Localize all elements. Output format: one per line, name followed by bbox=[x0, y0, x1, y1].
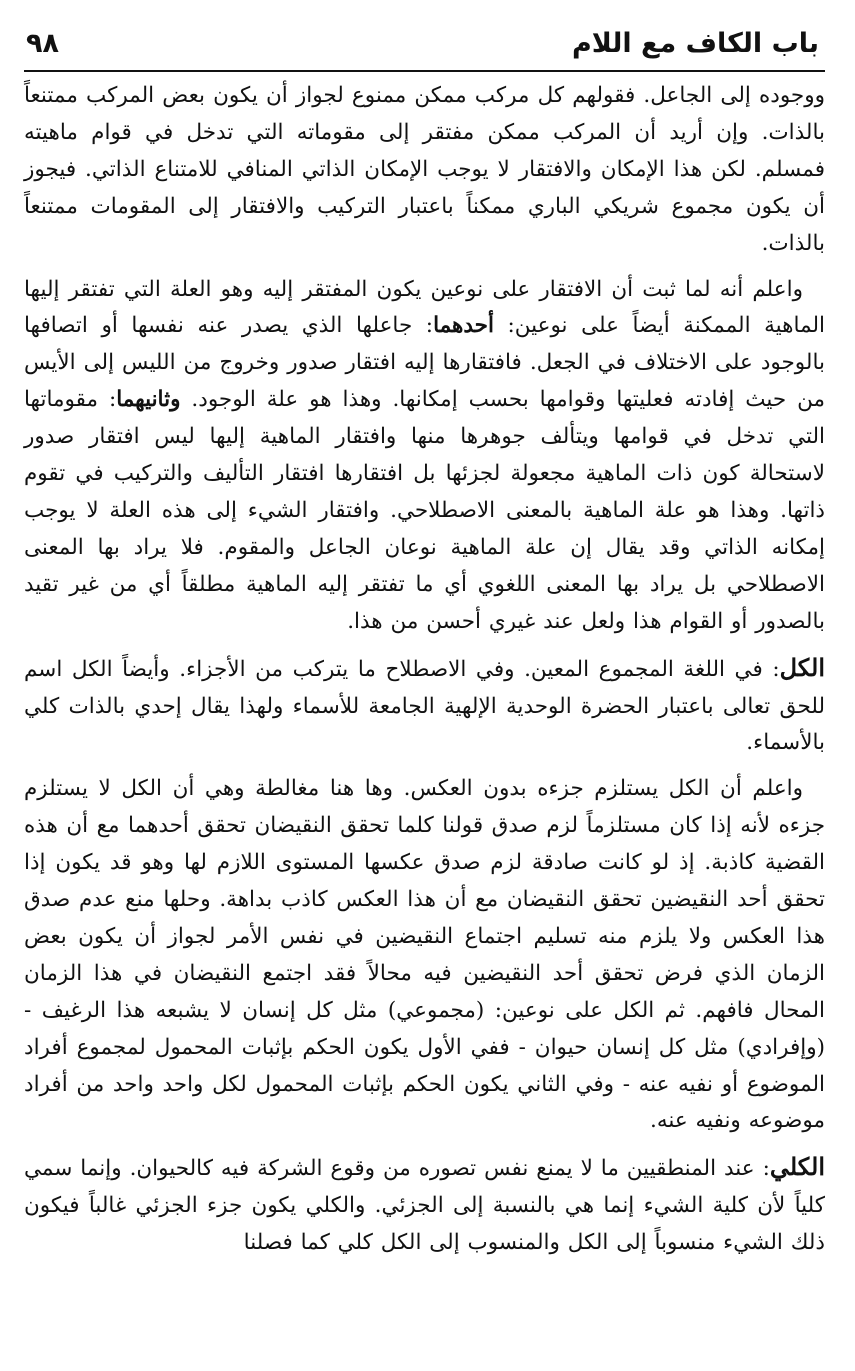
entry-kulli-definition: : عند المنطقيين ما لا يمنع نفس تصوره من وقوع الشركة فيه كالحيوان. وإنما سمي كلياً لأن كلية الشيء إنما هي بالنسبة إلى الجزئي. والكلي يكون جزء الجزئي غالباً فيكون ذلك الشيء منسوباً إلى الكل والمنسوب إلى الكل كلي كما فصلنا bbox=[24, 1156, 825, 1256]
entry-term-kull: الكل bbox=[779, 652, 825, 682]
chapter-title: باب الكاف مع اللام bbox=[571, 28, 819, 59]
entry-term-kulli: الكلي bbox=[769, 1152, 825, 1182]
paragraph-2-text-b: : جاعلها الذي يصدر عنه نفسها أو اتصافها بالوجود على الاختلاف في الجعل. فافتقارها إليه افتقار صدور وخروج من الليس إلى الأيس من حيث إفادته فعليتها وقوامها بحسب إمكانها. وهذا هو علة الوجود. bbox=[24, 313, 825, 413]
paragraph-2-text-a: واعلم أنه لما ثبت أن الافتقار على نوعين يكون المفتقر إليه وهو العلة التي تفتقر إليها الماهية الممكنة أيضاً على نوعين: bbox=[24, 276, 825, 339]
paragraph-1: ووجوده إلى الجاعل. فقولهم كل مركب ممكن ممنوع لجواز أن يكون بعض المركب ممتنعاً بالذات. وإن أريد أن المركب ممكن مفتقر إلى مقوماته التي تدخل في قوام ماهيته فمسلم. لكن هذا الإمكان والافتقار لا يوجب الإمكان الذاتي المنافي للامتناع الذاتي. فيجوز أن يكون مجموع شريكي الباري ممكناً باعتبار التركيب والافتقار إلى المقومات ممتنعاً بالذات. bbox=[24, 83, 825, 256]
second-type-label: وثانيهما bbox=[116, 387, 181, 413]
entry-kull bbox=[24, 650, 825, 763]
entry-kulli bbox=[24, 1149, 825, 1262]
running-header bbox=[24, 22, 825, 72]
first-type-label: أحدهما bbox=[433, 313, 494, 339]
page-body bbox=[24, 78, 825, 1262]
page-number: ٩٨ bbox=[26, 28, 59, 59]
paragraph-4: واعلم أن الكل يستلزم جزءه بدون العكس. وها هنا مغالطة وهي أن الكل لا يستلزم جزءه لأنه إذا كان مستلزماً لزم صدق قولنا كلما تحقق النقيضان تحقق أحدهما مع أن هذه القضية كاذبة. إذ لو كانت صادقة لزم صدق عكسها المستوى اللازم لها وهو قد يكون إذا تحقق أحد النقيضين تحقق النقيضان مع أن هذا العكس كاذب بداهة. وحلها منع عدم صدق هذا العكس ولا يلزم منه تسليم اجتماع النقيضين في نفس الأمر لجواز أن يكون بعض الزمان الذي فرض تحقق أحد النقيضين فيه محالاً فقد اجتمع النقيضان في هذا الزمان المحال فافهم. ثم الكل على نوعين: (مجموعي) مثل كل إنسان لا يشبعه هذا الرغيف - (وإفرادي) مثل كل إنسان حيوان - ففي الأول يكون الحكم بإثبات المحمول لمجموع أفراد الموضوع أو نفيه عنه - وفي الثاني يكون الحكم بإثبات المحمول لكل واحد واحد من أفراد موضوعه ونفيه عنه. bbox=[24, 776, 826, 1134]
paragraph-2-text-c: : مقوماتها التي تدخل في قوامها ويتألف جوهرها منها وافتقار الماهية إليها ليس افتقار صدور لاستحالة كون ذات الماهية مجعولة لجزئها بل افتقارها افتقار التأليف والتركيب في تقوم ذاتها. وهذا هو علة الماهية بالمعنى الاصطلاحي. وافتقار الشيء إلى هذه العلة لا يوجب إمكانه الذاتي وقد يقال إن علة الماهية نوعان الجاعل والمقوم. فلا يراد بها المعنى الاصطلاحي بل يراد بها المعنى اللغوي أي ما تفتقر إليه الماهية مطلقاً أي من غير تقيد بالصدور أو القوام هذا ولعل عند غيري أحسن من هذا. bbox=[24, 387, 825, 634]
entry-kull-definition: : في اللغة المجموع المعين. وفي الاصطلاح ما يتركب من الأجزاء. وأيضاً الكل اسم للحق تعالى باعتبار الحضرة الوحدية الإلهية الجامعة للأسماء ولهذا يقال إحدي بالذات كلي بالأسماء. bbox=[24, 656, 825, 756]
paragraph-2 bbox=[24, 272, 825, 641]
